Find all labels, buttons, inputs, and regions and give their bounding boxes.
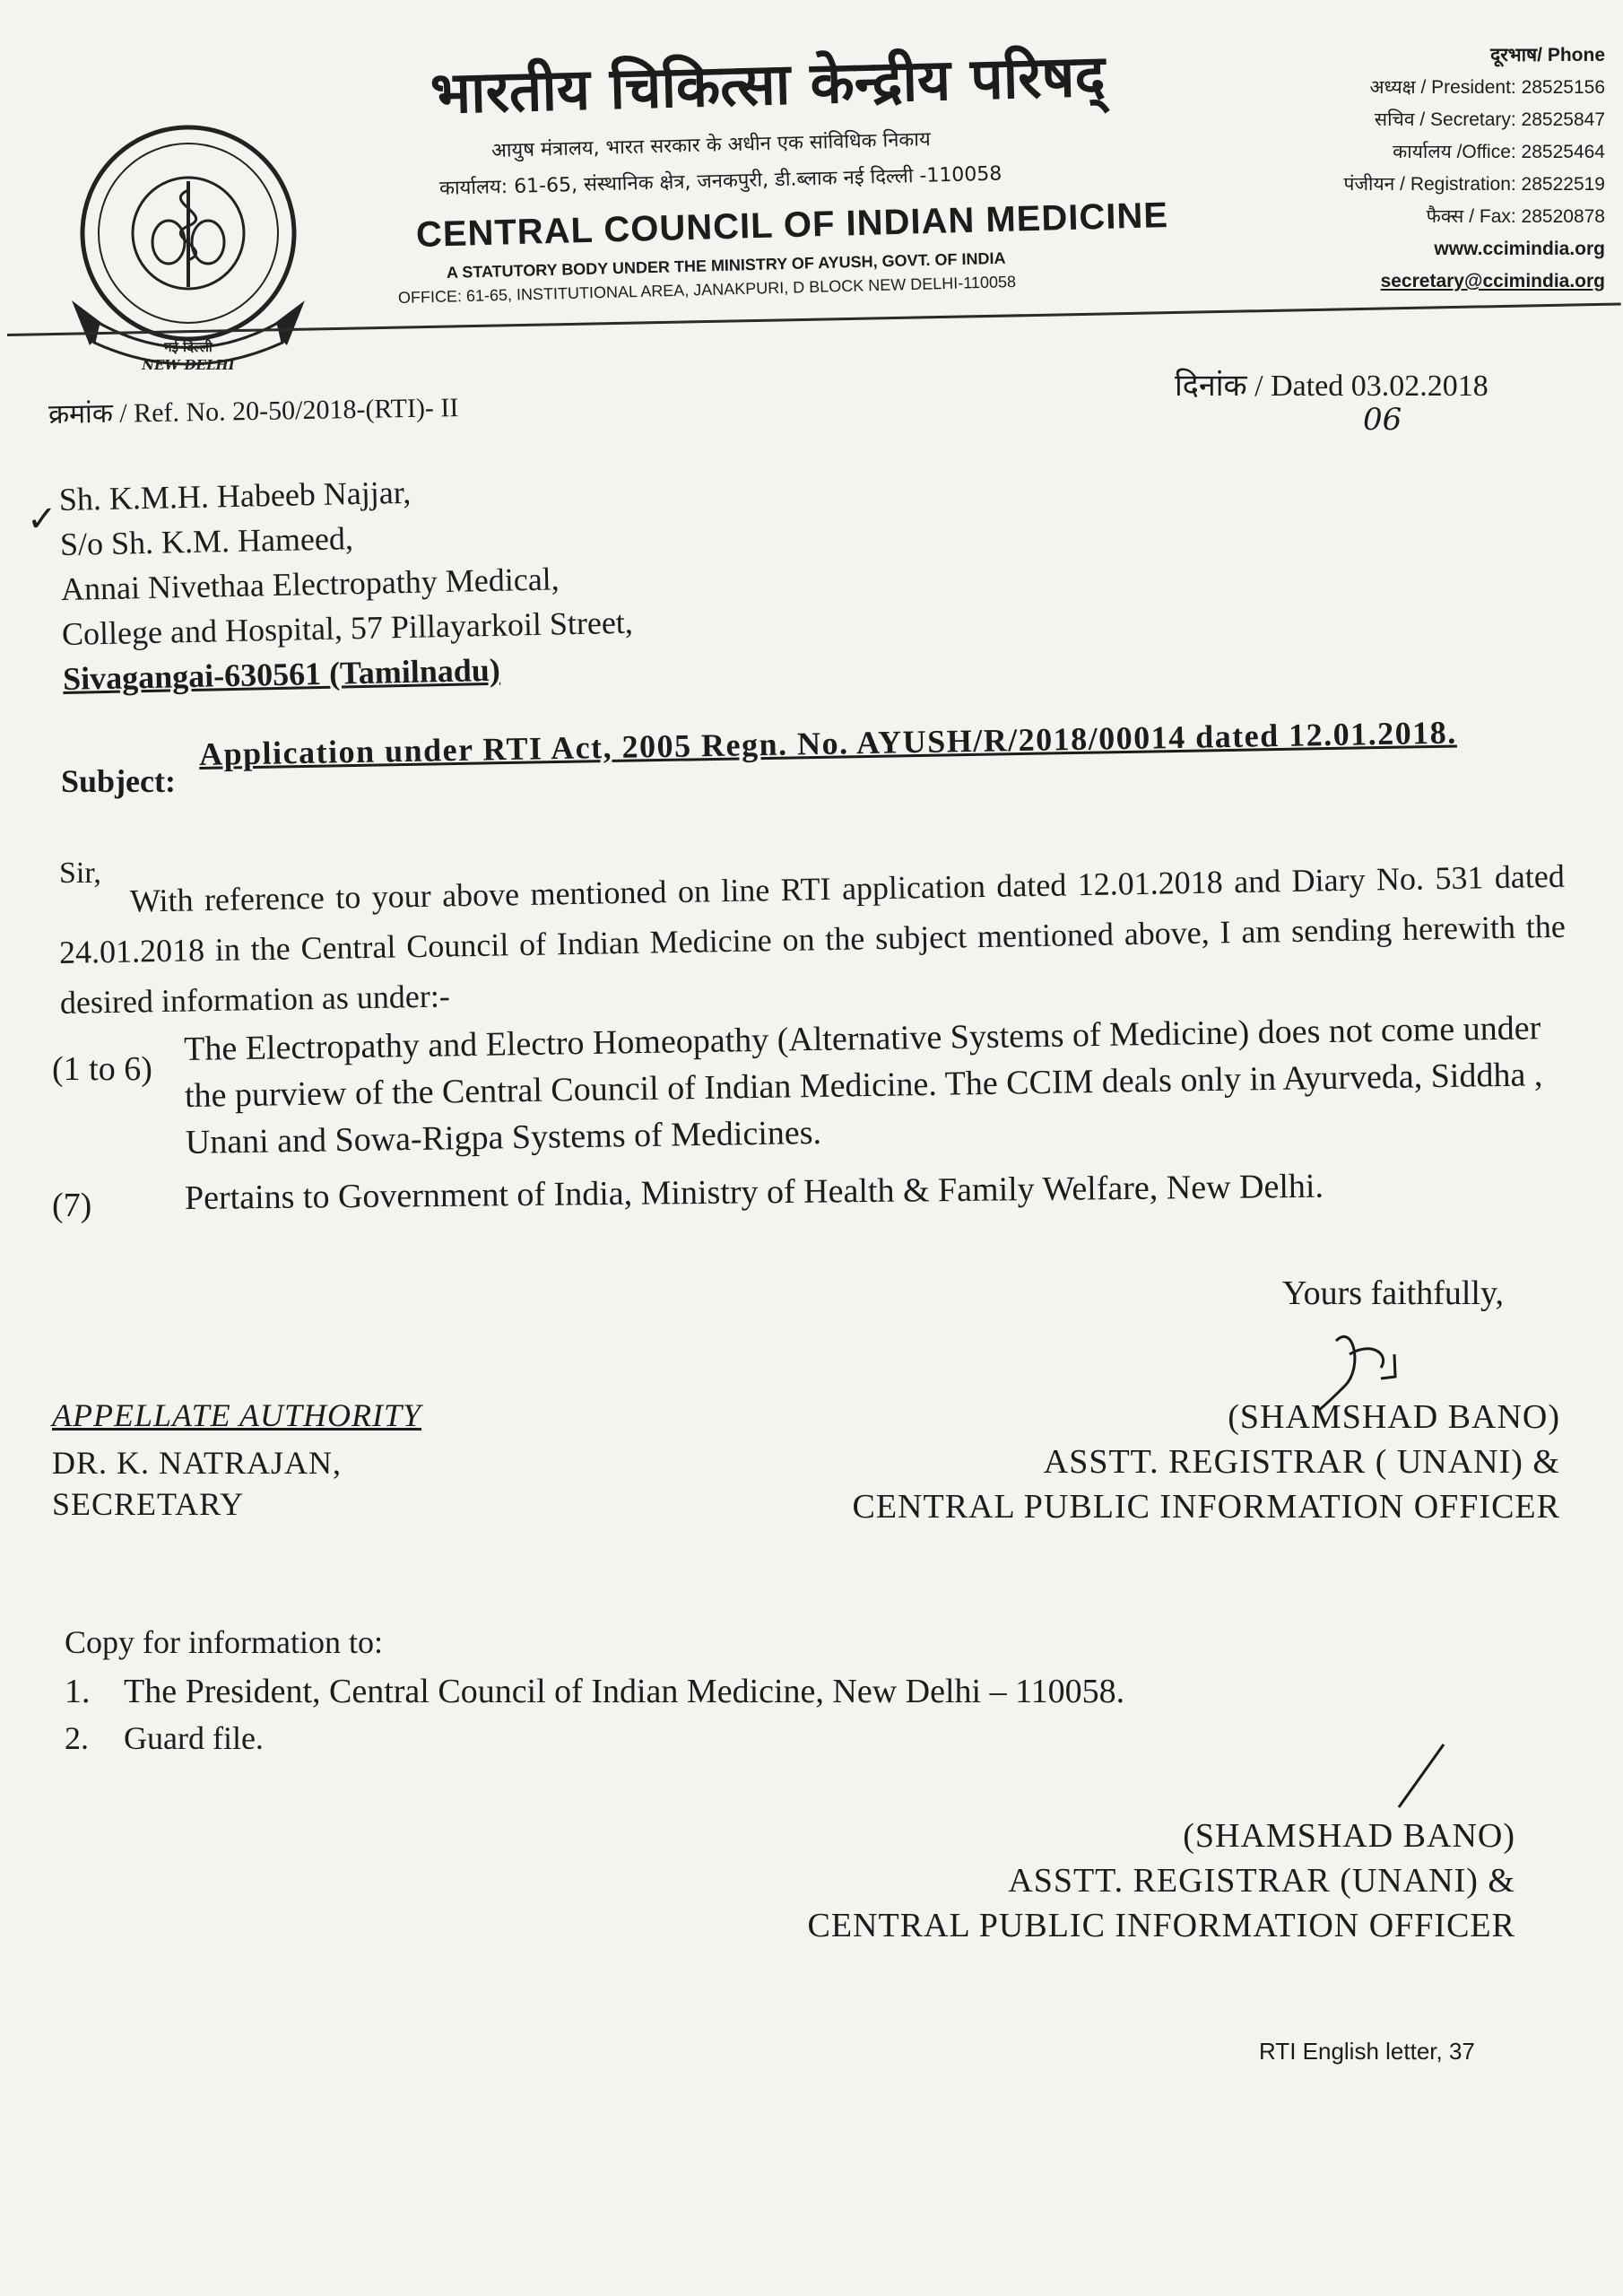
fax-number: फैक्स / Fax: 28520878: [1426, 206, 1605, 227]
subject-text: Application under RTI Act, 2005 Regn. No. AYUSH/R/2018/00014 dated 12.01.2018.: [198, 714, 1458, 772]
list-number: 2.: [65, 1720, 89, 1756]
copy-list: [65, 1668, 1124, 1761]
signatory-name: (SHAMSHAD BANO): [1228, 1398, 1560, 1436]
logo-text-bottom: NEW DELHI: [142, 357, 235, 373]
hindi-subtitle: आयुष मंत्रालय, भारत सरकार के अधीन एक सांविधिक निकाय: [490, 128, 932, 162]
contact-block: [1344, 39, 1605, 298]
signatory-title: ASSTT. REGISTRAR (UNANI) &: [1008, 1862, 1515, 1900]
registration-phone: पंजीयन / Registration: 28522519: [1343, 174, 1605, 195]
hindi-org-title: भारतीय चिकित्सा केन्द्रीय परिषद्: [430, 43, 1107, 127]
tick-mark-icon: ✓: [27, 499, 57, 539]
copy-heading: Copy for information to:: [65, 1624, 383, 1660]
signatory-title: CENTRAL PUBLIC INFORMATION OFFICER: [852, 1488, 1560, 1526]
appellate-authority-heading: APPELLATE AUTHORITY: [52, 1397, 422, 1433]
office-phone: कार्यालय /Office: 28525464: [1393, 142, 1605, 162]
list-text: Guard file.: [124, 1720, 264, 1756]
address-line: S/o Sh. K.M. Hameed,: [59, 520, 354, 563]
address-line: Annai Nivethaa Electropathy Medical,: [60, 561, 560, 607]
signatory-block: [808, 1813, 1516, 1948]
handwritten-date-correction: 06: [1363, 402, 1402, 438]
signatory-title: CENTRAL PUBLIC INFORMATION OFFICER: [807, 1907, 1515, 1944]
ccim-emblem-logo: [54, 117, 323, 377]
address-line: College and Hospital, 57 Pillayarkoil Street,: [61, 604, 634, 652]
appellate-name: DR. K. NATRAJAN,: [52, 1445, 343, 1481]
salutation: Sir,: [59, 857, 101, 890]
phone-heading: दूरभाष/ Phone: [1490, 45, 1605, 65]
signatory-name: (SHAMSHAD BANO): [1183, 1817, 1515, 1855]
email-link[interactable]: secretary@ccimindia.org: [1380, 271, 1605, 291]
address-line: Sh. K.M.H. Habeeb Najjar,: [58, 474, 412, 518]
list-number: 1.: [65, 1673, 91, 1710]
recipient-address: [58, 465, 634, 701]
secretary-phone: सचिव / Secretary: 28525847: [1374, 109, 1605, 130]
body-paragraph: With reference to your above mentioned on line RTI application dated 12.01.2018 and Diary No. 531 dated 24.01.2018 in the Central Council of Indian Medicine on the subject mentioned above, I am sending herewith the desired information as under:-: [58, 857, 1567, 1021]
statutory-line: A STATUTORY BODY UNDER THE MINISTRY OF AYUSH, GOVT. OF INDIA: [446, 248, 1006, 282]
item-number: (1 to 6): [52, 1050, 152, 1088]
address-line: Sivagangai-630561 (Tamilnadu): [62, 651, 501, 697]
list-item: [65, 1715, 1124, 1761]
org-name: CENTRAL COUNCIL OF INDIAN MEDICINE: [415, 196, 1169, 255]
signatory-block: [853, 1395, 1561, 1529]
item-text: The Electropathy and Electro Homeopathy (Alternative Systems of Medicine) does not come under the purview of the Central Council of Indian Medicine. The CCIM deals only in Ayurveda, Siddha , Unani and Sowa-Rigpa Systems of Medicines.: [183, 1009, 1543, 1161]
initials-mark: [1381, 1740, 1453, 1812]
list-text: The President, Central Council of Indian Medicine, New Delhi – 110058.: [124, 1673, 1125, 1710]
website-link[interactable]: www.ccimindia.org: [1434, 239, 1605, 259]
office-address-line: OFFICE: 61-65, INSTITUTIONAL AREA, JANAKPURI, D BLOCK NEW DELHI-110058: [397, 272, 1017, 307]
reference-number: क्रमांक / Ref. No. 20-50/2018-(RTI)- II: [48, 393, 459, 430]
letter-date: दिनांक / Dated 03.02.2018: [1175, 370, 1488, 403]
closing-phrase: Yours faithfully,: [1282, 1274, 1505, 1312]
signatory-title: ASSTT. REGISTRAR ( UNANI) &: [1043, 1443, 1560, 1481]
list-item: [65, 1668, 1124, 1715]
hindi-office-address: कार्यालय: 61-65, संस्थानिक क्षेत्र, जनकपुरी, डी.ब्लाक नई दिल्ली -110058: [438, 162, 1002, 200]
item-number: (7): [52, 1187, 92, 1224]
item-text: Pertains to Government of India, Ministry of Health & Family Welfare, New Delhi.: [184, 1167, 1324, 1217]
subject-label: Subject:: [61, 763, 176, 799]
logo-text-hindi: नई दिल्ली: [164, 339, 213, 355]
footer-reference: RTI English letter, 37: [1259, 2038, 1475, 2065]
appellate-title: SECRETARY: [52, 1486, 245, 1522]
president-phone: अध्यक्ष / President: 28525156: [1369, 77, 1605, 98]
